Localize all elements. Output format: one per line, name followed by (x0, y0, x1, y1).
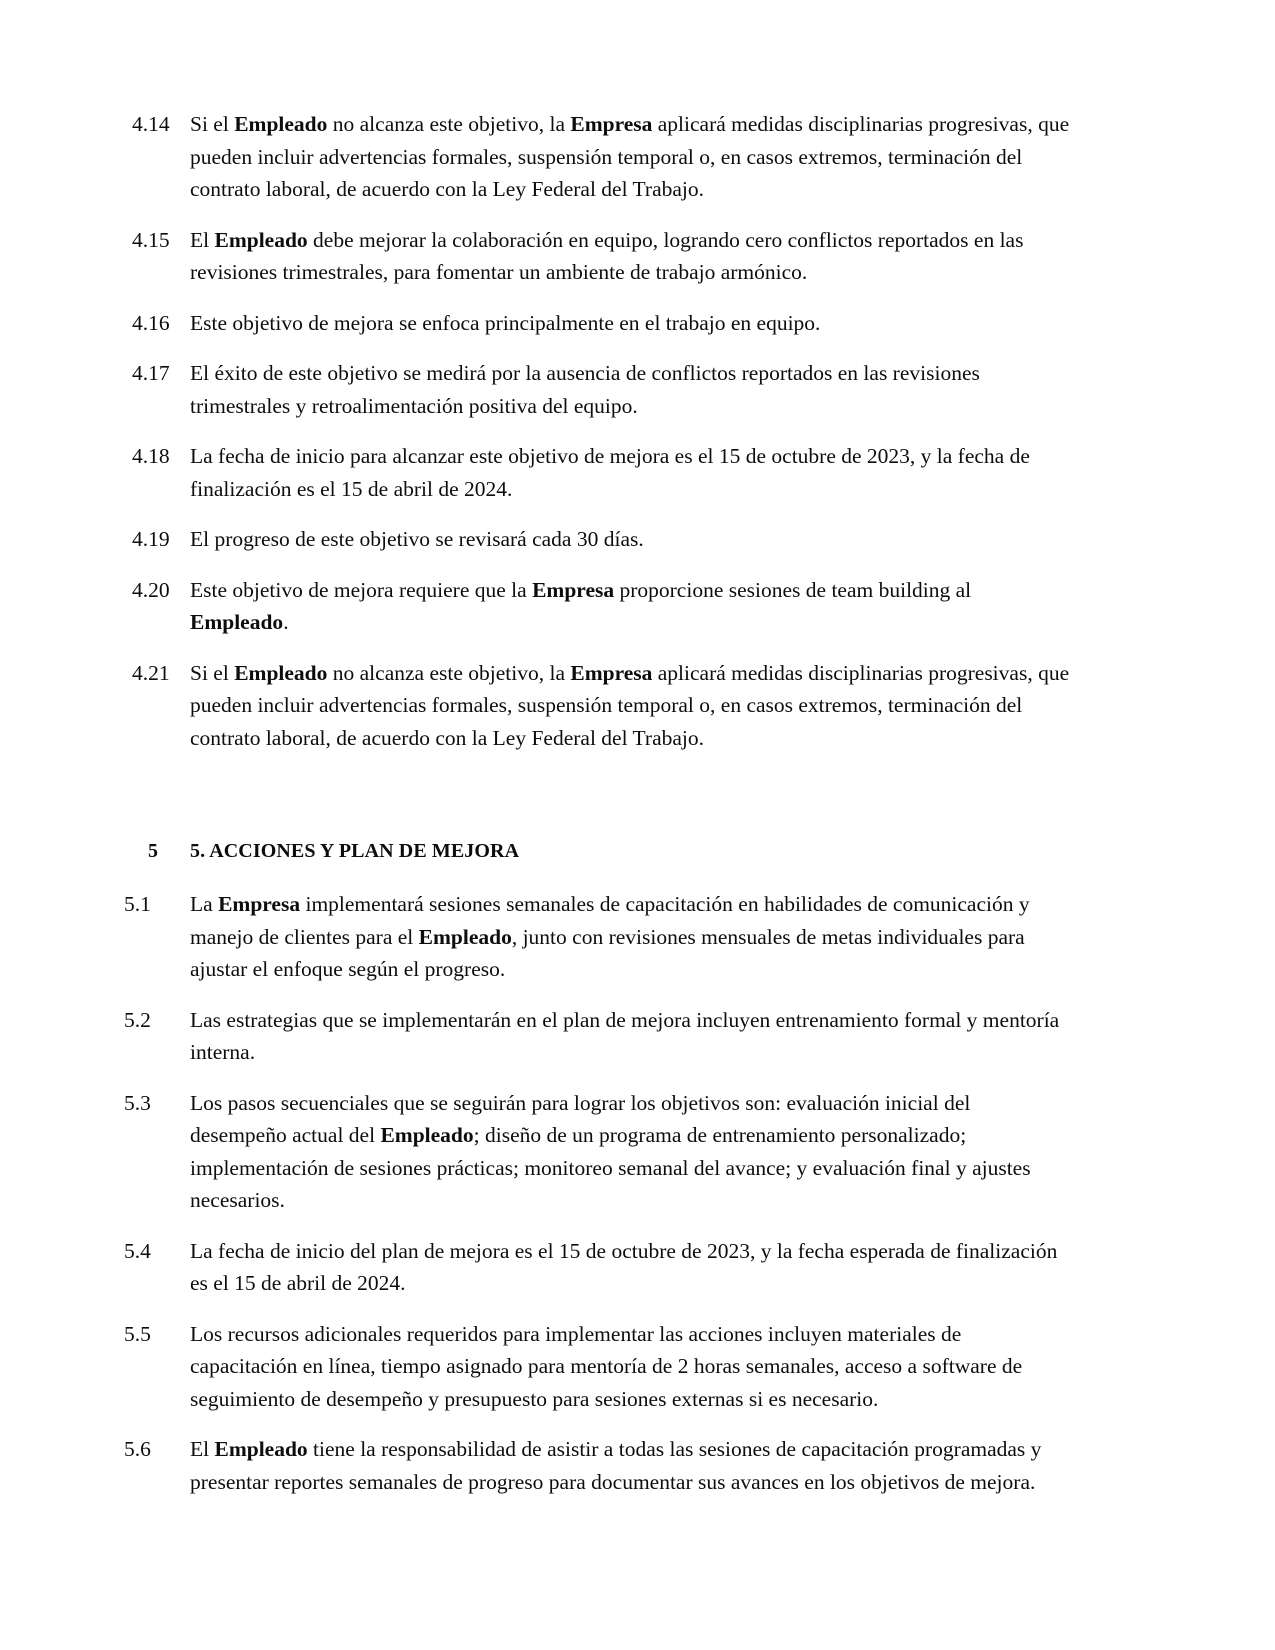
clause-item (132, 440, 1072, 505)
clause-text (190, 108, 1072, 206)
section-5-clause-list (124, 888, 1072, 1498)
clause-number: 4.21 (132, 660, 170, 685)
clause-text-run: . (283, 610, 289, 634)
clause-item (132, 307, 1072, 340)
clause-text (190, 224, 1072, 289)
clause-number: 5.4 (124, 1238, 151, 1263)
clause-number: 5.2 (124, 1007, 151, 1032)
clause-text (190, 440, 1072, 505)
clause-item (132, 574, 1072, 639)
clause-text (190, 1004, 1072, 1069)
clause-emphasis: Empleado (190, 610, 284, 634)
clause-text-run: La (190, 892, 219, 916)
clause-text-run: debe mejorar la colaboración en equipo, logrando cero conflictos reportados en las revisiones trimestrales, para fomentar un ambiente de trabajo armónico. (190, 227, 1024, 284)
clause-number: 5.1 (124, 892, 151, 916)
clause-emphasis: Empleado (214, 227, 308, 252)
clause-text (190, 574, 1072, 639)
clause-number: 4.15 (132, 227, 170, 252)
clause-text (190, 1087, 1072, 1217)
clause-item (124, 1433, 1072, 1498)
clause-text-run: Las estrategias que se implementarán en el plan de mejora incluyen entrenamiento formal y mentoría interna. (190, 1007, 1060, 1064)
clause-emphasis: Empresa (570, 112, 653, 136)
clause-text (190, 1318, 1072, 1416)
clause-text-run: Este objetivo de mejora se enfoca principalmente en el trabajo en equipo. (190, 310, 821, 335)
clause-number: 4.17 (132, 361, 170, 385)
clause-item (124, 1087, 1072, 1217)
clause-text-run: El (190, 227, 215, 252)
clause-text-run: proporcione sesiones de team building al (614, 577, 972, 602)
clause-item (124, 888, 1072, 986)
clause-emphasis: Empresa (532, 577, 615, 602)
section-heading-number: 5 (148, 840, 158, 862)
section-heading-title: 5. ACCIONES Y PLAN DE MEJORA (190, 840, 520, 862)
clause-number: 5.3 (124, 1090, 151, 1115)
clause-item (124, 1235, 1072, 1300)
clause-text (190, 523, 1072, 556)
clause-text-run: Los pasos secuenciales que se seguirán para lograr los objetivos son: evaluación inicial del desempeño actual del (190, 1090, 971, 1147)
clause-number: 4.14 (132, 112, 170, 136)
clause-text-run: tiene la responsabilidad de asistir a todas las sesiones de capacitación programadas y presentar reportes semanales de progreso para documentar sus avances en los objetivos de mejora. (190, 1437, 1042, 1494)
clause-text-run: El (190, 1437, 215, 1461)
page-content (124, 108, 1072, 1516)
clause-text (190, 307, 1072, 340)
clause-emphasis: Empresa (570, 660, 653, 685)
clause-text (190, 1433, 1072, 1498)
clause-emphasis: Empresa (218, 892, 301, 916)
clause-text-run: La fecha de inicio del plan de mejora es el 15 de octubre de 2023, y la fecha esperada de finalización es el 15 de abril de 2024. (190, 1238, 1058, 1295)
clause-text-run: no alcanza este objetivo, la (327, 660, 571, 685)
clause-emphasis: Empleado (418, 924, 512, 949)
clause-number: 4.19 (132, 527, 170, 551)
clause-number: 4.18 (132, 444, 170, 468)
clause-text-run: , junto con revisiones mensuales de metas individuales para ajustar el enfoque según el progreso. (190, 924, 1025, 981)
clause-text-run: Si el (190, 660, 235, 685)
clause-text-run: aplicará medidas disciplinarias progresivas, que pueden incluir advertencias formales, suspensión temporal o, en casos extremos, terminación del contrato laboral, de acuerdo con la Ley Federal del Trabajo. (190, 660, 1070, 750)
clause-emphasis: Empleado (234, 660, 328, 685)
clause-text-run: Este objetivo de mejora requiere que la (190, 577, 533, 602)
clause-number: 5.6 (124, 1437, 151, 1461)
clause-text-run: El éxito de este objetivo se medirá por la ausencia de conflictos reportados en las revisiones trimestrales y retroalimentación positiva del equipo. (190, 361, 980, 418)
clause-text-run: La fecha de inicio para alcanzar este objetivo de mejora es el 15 de octubre de 2023, y la fecha de finalización es el 15 de abril de 2024. (190, 444, 1030, 501)
clause-item (132, 657, 1072, 755)
clause-text (190, 1235, 1072, 1300)
clause-text-run: Si el (190, 112, 235, 136)
clause-item (132, 523, 1072, 556)
clause-text-run: implementará sesiones semanales de capacitación en habilidades de comunicación y manejo de clientes para el (190, 892, 1030, 949)
clause-text (190, 657, 1072, 755)
clause-number: 4.20 (132, 577, 170, 602)
clause-text-run: El progreso de este objetivo se revisará cada 30 días. (190, 527, 644, 551)
section-spacer (132, 772, 1072, 836)
clause-item (132, 224, 1072, 289)
section-5-heading (132, 836, 1072, 866)
clause-text-run: aplicará medidas disciplinarias progresivas, que pueden incluir advertencias formales, suspensión temporal o, en casos extremos, terminación del contrato laboral, de acuerdo con la Ley Federal del Trabajo. (190, 112, 1070, 201)
clause-emphasis: Empleado (214, 1437, 308, 1461)
clause-text-run: no alcanza este objetivo, la (327, 112, 571, 136)
clause-item (132, 108, 1072, 206)
clause-item (132, 357, 1072, 422)
section-4-clause-list (132, 108, 1072, 754)
clause-item (124, 1004, 1072, 1069)
clause-number: 5.5 (124, 1321, 151, 1346)
clause-item (124, 1318, 1072, 1416)
clause-emphasis: Empleado (234, 112, 328, 136)
clause-emphasis: Empleado (380, 1123, 474, 1147)
clause-number: 4.16 (132, 310, 170, 335)
clause-text (190, 357, 1072, 422)
clause-text (190, 888, 1072, 986)
clause-text-run: ; diseño de un programa de entrenamiento personalizado; implementación de sesiones prácticas; monitoreo semanal del avance; y evaluación final y ajustes necesarios. (190, 1123, 1031, 1212)
clause-text-run: Los recursos adicionales requeridos para implementar las acciones incluyen materiales de capacitación en línea, tiempo asignado para mentoría de 2 horas semanales, acceso a software de seguimiento de desempeño y presupuesto para sesiones externas si es necesario. (190, 1321, 1023, 1411)
